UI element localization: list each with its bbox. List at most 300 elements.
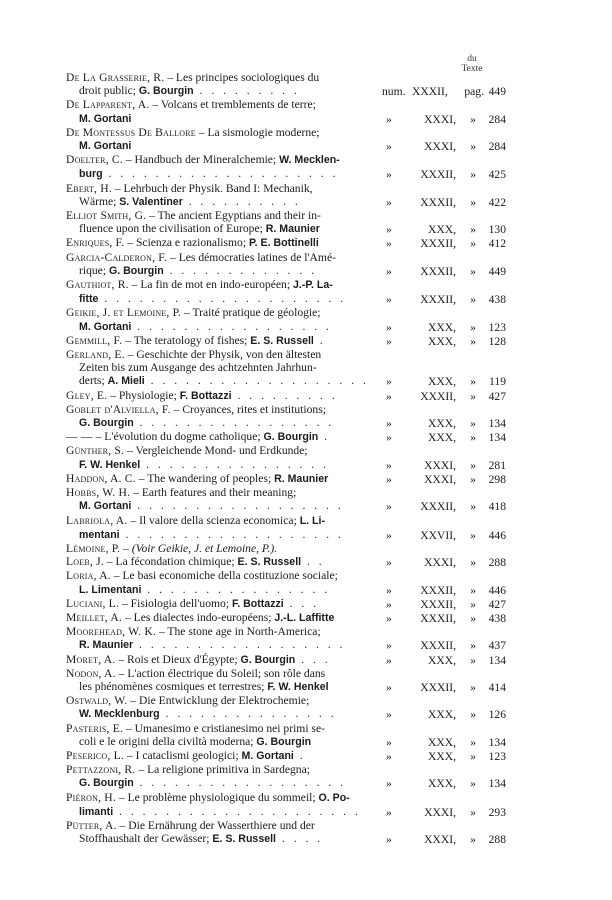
- ditto-mark: »: [386, 833, 392, 847]
- ditto-mark: »: [386, 237, 392, 251]
- entry-text: [66, 236, 383, 250]
- volume-number: XXX,: [427, 653, 456, 667]
- entry-reviewer: F. Bottazzi: [179, 389, 232, 402]
- ditto-mark: »: [470, 639, 476, 653]
- ditto-mark: »: [470, 597, 476, 611]
- ditto-mark: »: [386, 556, 392, 570]
- ditto-mark: »: [470, 777, 476, 791]
- page-number: 414: [488, 680, 506, 694]
- entry-reviewer: R. Maunier: [274, 472, 329, 485]
- entry-continuation: [66, 167, 383, 181]
- entry-continuation-text-2: derts;: [79, 374, 108, 388]
- ditto-mark: »: [470, 334, 476, 348]
- entry-title: – I cataclismi geologici;: [123, 748, 242, 762]
- entry-text: [66, 569, 383, 596]
- volume-number: XXXII,: [420, 597, 456, 611]
- entry-author: De Montessus De Ballore: [66, 125, 196, 139]
- page-number: 298: [488, 472, 506, 486]
- entry-title: – Fisiologia dell'uomo;: [119, 596, 232, 610]
- entry-text: [66, 444, 383, 471]
- volume-number: XXXII,: [420, 611, 456, 625]
- entry-author: Günther, S.: [66, 444, 125, 458]
- entry-title: –: [120, 541, 132, 555]
- entry-author: Pütter, A.: [66, 818, 117, 832]
- entry-text: [66, 625, 383, 652]
- entry-author: Gemmill, F.: [66, 333, 123, 347]
- entry-author: Pasteris, E.: [66, 721, 124, 735]
- entry-title: – Handbuch der Mineralchemie;: [122, 153, 280, 167]
- ditto-mark: »: [470, 611, 476, 625]
- leader-dots: . . . . . . . . . . . . . . . .: [141, 582, 331, 596]
- index-entry: [66, 542, 506, 555]
- entry-reviewer: G. Bourgin: [138, 85, 194, 98]
- leader-dots: .: [313, 333, 326, 347]
- num-label: num.: [382, 85, 406, 99]
- entry-text: [66, 334, 383, 348]
- entry-reviewer: G. Bourgin: [79, 417, 134, 430]
- entry-text: [66, 791, 383, 819]
- page-number: 284: [488, 112, 506, 126]
- ditto-mark: »: [386, 777, 392, 791]
- ditto-mark: »: [470, 735, 476, 749]
- volume-number: XXX,: [427, 417, 456, 431]
- entry-text: [66, 555, 383, 569]
- ditto-mark: »: [470, 653, 476, 667]
- page-number: 134: [488, 777, 506, 791]
- ditto-mark: »: [386, 639, 392, 653]
- index-entry: [66, 444, 506, 471]
- entry-text: [66, 653, 383, 667]
- ditto-mark: »: [470, 805, 476, 819]
- entry-title: – Traité pratique de géologie;: [181, 306, 321, 320]
- entry-title: – La sismologie moderne;: [195, 125, 320, 139]
- entry-author: Ebert, H.: [66, 181, 112, 195]
- entry-author: Meillet, A.: [66, 610, 123, 624]
- entry-text: [66, 389, 383, 403]
- entry-title: – Croyances, rites et institutions;: [170, 402, 326, 416]
- page-number: 281: [488, 458, 506, 472]
- ditto-mark: »: [470, 195, 476, 209]
- entry-reviewer: M. Gortani: [79, 500, 132, 513]
- ditto-mark: »: [470, 168, 476, 182]
- page-number: 418: [488, 500, 506, 514]
- ditto-mark: »: [386, 431, 392, 445]
- index-entry: [66, 749, 506, 763]
- entry-author: Labriola, A.: [66, 513, 128, 527]
- entry-text: [66, 542, 383, 555]
- index-entry: [66, 278, 506, 306]
- volume-number: XXX,: [427, 320, 456, 334]
- index-entry: [66, 611, 506, 625]
- page-number: 126: [488, 708, 506, 722]
- ditto-mark: »: [386, 417, 392, 431]
- page-number: 449: [488, 85, 506, 99]
- entry-author: Goblet d'Alviella, F.: [66, 402, 171, 416]
- entry-author: Moret, A.: [66, 652, 116, 666]
- ditto-mark: »: [386, 168, 392, 182]
- entry-title: – The stone age in North-America;: [156, 625, 321, 639]
- ditto-mark: »: [386, 320, 392, 334]
- ditto-mark: »: [470, 140, 476, 154]
- entry-author: Loria, A.: [66, 569, 111, 583]
- entry-continuation-text: Wärme;: [79, 194, 120, 208]
- ditto-mark: »: [470, 833, 476, 847]
- volume-number: XXXII,: [412, 85, 448, 99]
- entry-author: Gley, E.: [66, 388, 108, 402]
- entry-reviewer: P. E. Bottinelli: [248, 237, 319, 250]
- entry-title: – Le problème physiologique du sommeil;: [115, 790, 319, 804]
- entry-continuation-text: rique;: [79, 263, 109, 277]
- entry-author: Lémoine, P.: [66, 541, 121, 555]
- index-entry: [66, 569, 506, 596]
- ditto-mark: »: [470, 528, 476, 542]
- page-number: 134: [488, 735, 506, 749]
- entry-reviewer: J.-P. La-: [292, 279, 333, 292]
- index-entry: [66, 98, 506, 125]
- entry-reviewer: G. Bourgin: [256, 735, 312, 748]
- volume-number: XXXI,: [424, 458, 456, 472]
- entry-text: [66, 430, 383, 444]
- leader-dots: . . . . . . . . . .: [182, 194, 301, 208]
- page-number: 427: [488, 597, 506, 611]
- entry-author: Loeb, J.: [66, 555, 104, 569]
- index-entry: [66, 722, 506, 749]
- ditto-mark: »: [470, 680, 476, 694]
- index-entry: [66, 514, 506, 542]
- ditto-mark: »: [386, 140, 392, 154]
- ditto-mark: »: [470, 431, 476, 445]
- entry-author: Gauthiot, R.: [66, 278, 129, 292]
- leader-dots: . . . . . . . . . . . . . . . . . . . .: [102, 167, 339, 181]
- entry-reviewer: G. Bourgin: [108, 264, 164, 277]
- entry-author: — —: [66, 430, 93, 444]
- volume-number: XXXII,: [420, 389, 456, 403]
- entry-title: – Earth features and their meaning;: [130, 486, 297, 500]
- ditto-mark: »: [386, 611, 392, 625]
- entry-reviewer: O. Po-: [318, 791, 350, 804]
- entry-continuation: [66, 112, 383, 126]
- entry-title: – Umanesimo e cristianesimo nei primi se-: [123, 721, 325, 735]
- entry-text: [66, 278, 383, 306]
- entry-title: – Lehrbuch der Physik. Band I: Mechanik,: [111, 181, 313, 195]
- entry-reviewer: E. S. Russell: [212, 833, 276, 846]
- ditto-mark: »: [470, 556, 476, 570]
- volume-number: XXX,: [427, 431, 456, 445]
- entry-text: [66, 597, 383, 611]
- ditto-mark: »: [386, 597, 392, 611]
- page-number: 123: [488, 320, 506, 334]
- index-entry: [66, 403, 506, 430]
- leader-dots: . . . . . . . . . . . . . . . . . .: [133, 638, 346, 652]
- entry-continuation: [66, 499, 383, 513]
- index-entry: [66, 306, 506, 333]
- entry-author: Garcia-Calderon, F.: [66, 250, 168, 264]
- entry-continuation: [66, 776, 383, 790]
- entry-reviewer: mentani: [79, 528, 120, 541]
- index-list: [66, 71, 506, 846]
- leader-dots: .: [293, 748, 306, 762]
- entry-author: De La Grasserie, R.: [66, 71, 165, 84]
- ditto-mark: »: [386, 735, 392, 749]
- volume-number: XXXI,: [424, 112, 456, 126]
- entry-continuation: [66, 361, 383, 388]
- entry-continuation: [66, 832, 383, 846]
- entry-reviewer: F. W. Henkel: [79, 458, 141, 471]
- ditto-mark: »: [470, 749, 476, 763]
- entry-title: – Scienza e razionalismo;: [124, 236, 249, 250]
- entry-continuation: [66, 416, 383, 430]
- ditto-mark: »: [470, 375, 476, 389]
- entry-reviewer: E. S. Russell: [237, 556, 302, 569]
- leader-dots: . . . . . . . . . . . . . . . . . . . . .: [113, 804, 361, 818]
- entry-continuation-text: coli e le origini della civiltà moderna;: [79, 734, 257, 748]
- index-entry: [66, 597, 506, 611]
- index-entry: [66, 71, 506, 98]
- entry-text: [66, 514, 383, 542]
- leader-dots: . . . . . . . . . . . . .: [163, 263, 318, 277]
- leader-dots: .: [318, 430, 331, 444]
- entry-continuation: [66, 292, 383, 306]
- entry-reviewer: R. Maunier: [79, 639, 134, 652]
- entry-reviewer: G. Bourgin: [240, 653, 296, 666]
- leader-dots: . . . . . . . . . . . . . . . . . .: [131, 499, 344, 513]
- entry-author: Moorehead, W. K.: [66, 625, 157, 639]
- entry-title: – L'action électrique du Soleil; son rôle dans: [115, 666, 326, 680]
- ditto-mark: »: [470, 708, 476, 722]
- page-number: 134: [488, 417, 506, 431]
- ditto-mark: »: [470, 112, 476, 126]
- page-number: 123: [488, 749, 506, 763]
- ditto-mark: »: [386, 749, 392, 763]
- leader-dots: . . . . . . . . .: [231, 388, 338, 402]
- ditto-mark: »: [386, 805, 392, 819]
- page-number: 437: [488, 639, 506, 653]
- entry-reviewer: G. Bourgin: [79, 777, 134, 790]
- entry-author: Geikie, J. et Lemoine, P.: [66, 306, 182, 320]
- entry-title: – Les dialectes indo-européens;: [122, 610, 275, 624]
- page-number: 288: [488, 556, 506, 570]
- index-entry: [66, 389, 506, 403]
- entry-author: Enriques, F.: [66, 236, 125, 250]
- entry-title: – L'évolution du dogme catholique;: [92, 430, 264, 444]
- entry-author: Nodon, A.: [66, 666, 116, 680]
- ditto-mark: »: [386, 680, 392, 694]
- index-entry: [66, 625, 506, 652]
- entry-reviewer: W. Mecklenburg: [79, 708, 160, 721]
- index-entry: [66, 653, 506, 667]
- volume-number: XXX,: [427, 708, 456, 722]
- entry-reviewer: R. Maunier: [265, 223, 320, 236]
- ditto-mark: »: [386, 653, 392, 667]
- entry-title: – Volcans et tremblements de terre;: [149, 98, 316, 112]
- index-entry: [66, 182, 506, 209]
- entry-continuation-text: droit public;: [79, 84, 139, 98]
- entry-continuation: [66, 638, 383, 652]
- volume-number: XXXII,: [420, 168, 456, 182]
- entry-continuation: [66, 528, 383, 542]
- entry-author: Ostwald, W.: [66, 694, 128, 708]
- entry-title: – The wandering of peoples;: [135, 471, 275, 485]
- entry-reviewer: F. Bottazzi: [231, 597, 284, 610]
- entry-title: – Le basi economiche della costituzione sociale;: [110, 569, 338, 583]
- volume-number: XXXII,: [420, 237, 456, 251]
- entry-text: [66, 306, 383, 333]
- entry-author: Doelter, C.: [66, 153, 123, 167]
- entry-title: – Il valore della scienza economica;: [127, 513, 300, 527]
- volume-number: XXX,: [427, 334, 456, 348]
- entry-reviewer: F. W. Henkel: [267, 680, 329, 693]
- volume-number: XXXII,: [420, 195, 456, 209]
- entry-title: – Die Ernährung der Wasserthiere und der: [116, 818, 315, 832]
- entry-author: Elliot Smith, G.: [66, 209, 147, 223]
- ditto-mark: »: [470, 389, 476, 403]
- volume-number: XXXII,: [420, 680, 456, 694]
- entry-continuation-text: fluence upon the civilisation of Europe;: [79, 222, 266, 236]
- entry-title: – La fin de mot en indo-européen;: [128, 278, 293, 292]
- volume-number: XXX,: [427, 735, 456, 749]
- leader-dots: . . . . . . . . . . . . . . . . .: [133, 416, 335, 430]
- leader-dots: . . . . . . . . . . . . . . . . . . . . .: [98, 292, 347, 306]
- volume-number: XXXI,: [424, 805, 456, 819]
- entry-reviewer: S. Valentiner: [119, 195, 183, 208]
- ditto-mark: »: [386, 112, 392, 126]
- index-entry: [66, 819, 506, 846]
- entry-continuation: [66, 320, 383, 334]
- volume-number: XXXI,: [424, 472, 456, 486]
- leader-dots: . . . . . . . . . . . . . . . .: [140, 457, 329, 471]
- volume-number: XXVII,: [420, 528, 456, 542]
- page-number: 449: [488, 264, 506, 278]
- entry-reviewer: E. S. Russell: [250, 334, 314, 347]
- entry-reviewer: M. Gortani: [241, 749, 294, 762]
- entry-cross-reference: (Voir Geikie, J. et Lemoine, P.).: [131, 541, 278, 555]
- ditto-mark: »: [470, 500, 476, 514]
- ditto-mark: »: [386, 458, 392, 472]
- entry-title: – Die Entwicklung der Elektrochemie;: [127, 694, 310, 708]
- index-entry: [66, 763, 506, 790]
- entry-continuation: [66, 84, 383, 98]
- entry-title: – Les principes sociologiques du: [164, 71, 320, 84]
- entry-title: – Vergleichende Mond- und Erdkunde;: [124, 444, 308, 458]
- entry-continuation: [66, 139, 383, 153]
- leader-dots: . . . . . . . . . . . . . . . . .: [131, 319, 332, 333]
- entry-author: Hobbs, W. H.: [66, 486, 131, 500]
- ditto-mark: »: [386, 389, 392, 403]
- entry-continuation: [66, 222, 383, 236]
- entry-title: – Rois et Dieux d'Égypte;: [115, 652, 241, 666]
- ditto-mark: »: [386, 528, 392, 542]
- entry-reviewer: M. Gortani: [79, 112, 132, 125]
- page-number: 438: [488, 611, 506, 625]
- ditto-mark: »: [386, 472, 392, 486]
- header-line-texte: Texte: [461, 64, 483, 74]
- entry-continuation: [66, 458, 383, 472]
- index-entry: [66, 555, 506, 569]
- entry-reviewer: L. Li-: [299, 514, 325, 527]
- entry-text: [66, 251, 383, 278]
- ditto-mark: »: [470, 223, 476, 237]
- index-entry: [66, 236, 506, 250]
- entry-continuation: [66, 583, 383, 597]
- entry-author: De Lapparent, A.: [66, 98, 150, 112]
- entry-text: [66, 98, 383, 125]
- index-entry: [66, 472, 506, 486]
- entry-continuation-text: Zeiten bis zum Ausgange des achtzehnten Jahrhun-: [79, 361, 317, 375]
- entry-text: [66, 472, 383, 486]
- volume-number: XXXI,: [424, 556, 456, 570]
- entry-text: [66, 348, 383, 389]
- index-entry: [66, 251, 506, 278]
- entry-author: Gerland, E.: [66, 348, 125, 362]
- leader-dots: . . .: [295, 652, 331, 666]
- entry-reviewer: W. Mecklen-: [279, 154, 340, 167]
- volume-number: XXXI,: [424, 140, 456, 154]
- ditto-mark: »: [386, 293, 392, 307]
- ditto-mark: »: [386, 583, 392, 597]
- index-entry: [66, 348, 506, 389]
- leader-dots: . . . . . . . . . . . . . . . . . . .: [144, 374, 369, 388]
- entry-text: [66, 126, 383, 153]
- entry-continuation: [66, 195, 383, 209]
- ditto-mark: »: [470, 417, 476, 431]
- entry-text: [66, 722, 383, 749]
- page-number: 446: [488, 583, 506, 597]
- volume-number: XXX,: [427, 375, 456, 389]
- page-number: 293: [488, 805, 506, 819]
- entry-text: [66, 694, 383, 721]
- leader-dots: . . . . . . . . . . . . . . . . . .: [133, 776, 347, 790]
- entry-title: – Physiologie;: [107, 388, 180, 402]
- entry-author: Pettazzoni, R.: [66, 763, 136, 777]
- entry-reviewer: J.-L. Laffitte: [274, 611, 335, 624]
- ditto-mark: »: [470, 583, 476, 597]
- entry-reviewer: M. Gortani: [79, 320, 132, 333]
- entry-reviewer: L. Limentani: [79, 583, 142, 596]
- index-entry: [66, 667, 506, 694]
- entry-reviewer: burg: [79, 168, 103, 181]
- entry-continuation-text: les phénomènes cosmiques et terrestres;: [79, 679, 268, 693]
- ditto-mark: »: [386, 334, 392, 348]
- volume-number: XXX,: [427, 223, 456, 237]
- entry-title: – Geschichte der Physik, von den ältesten: [124, 348, 322, 362]
- ditto-mark: »: [470, 264, 476, 278]
- entry-reviewer: G. Bourgin: [263, 431, 319, 444]
- entry-author: Luciani, L.: [66, 596, 120, 610]
- entry-text: [66, 209, 383, 236]
- volume-number: XXXI,: [424, 833, 456, 847]
- index-entry: [66, 694, 506, 721]
- ditto-mark: »: [386, 375, 392, 389]
- ditto-mark: »: [386, 500, 392, 514]
- page-number: 134: [488, 431, 506, 445]
- entry-author: Piéron, H.: [66, 790, 116, 804]
- index-entry: [66, 153, 506, 181]
- index-entry: [66, 791, 506, 819]
- index-entry: [66, 486, 506, 513]
- entry-title: – Les démocraties latines de l'Amé-: [167, 250, 336, 264]
- entry-reviewer: fitte: [79, 293, 99, 306]
- entry-title: – The teratology of fishes;: [122, 333, 251, 347]
- ditto-mark: »: [470, 293, 476, 307]
- entry-title: – La fécondation chimique;: [103, 555, 238, 569]
- entry-text: [66, 403, 383, 430]
- index-entry: [66, 430, 506, 444]
- index-entry: [66, 334, 506, 348]
- ditto-mark: »: [470, 320, 476, 334]
- volume-number: XXX,: [427, 749, 456, 763]
- entry-text: [66, 667, 383, 694]
- page-number: 134: [488, 653, 506, 667]
